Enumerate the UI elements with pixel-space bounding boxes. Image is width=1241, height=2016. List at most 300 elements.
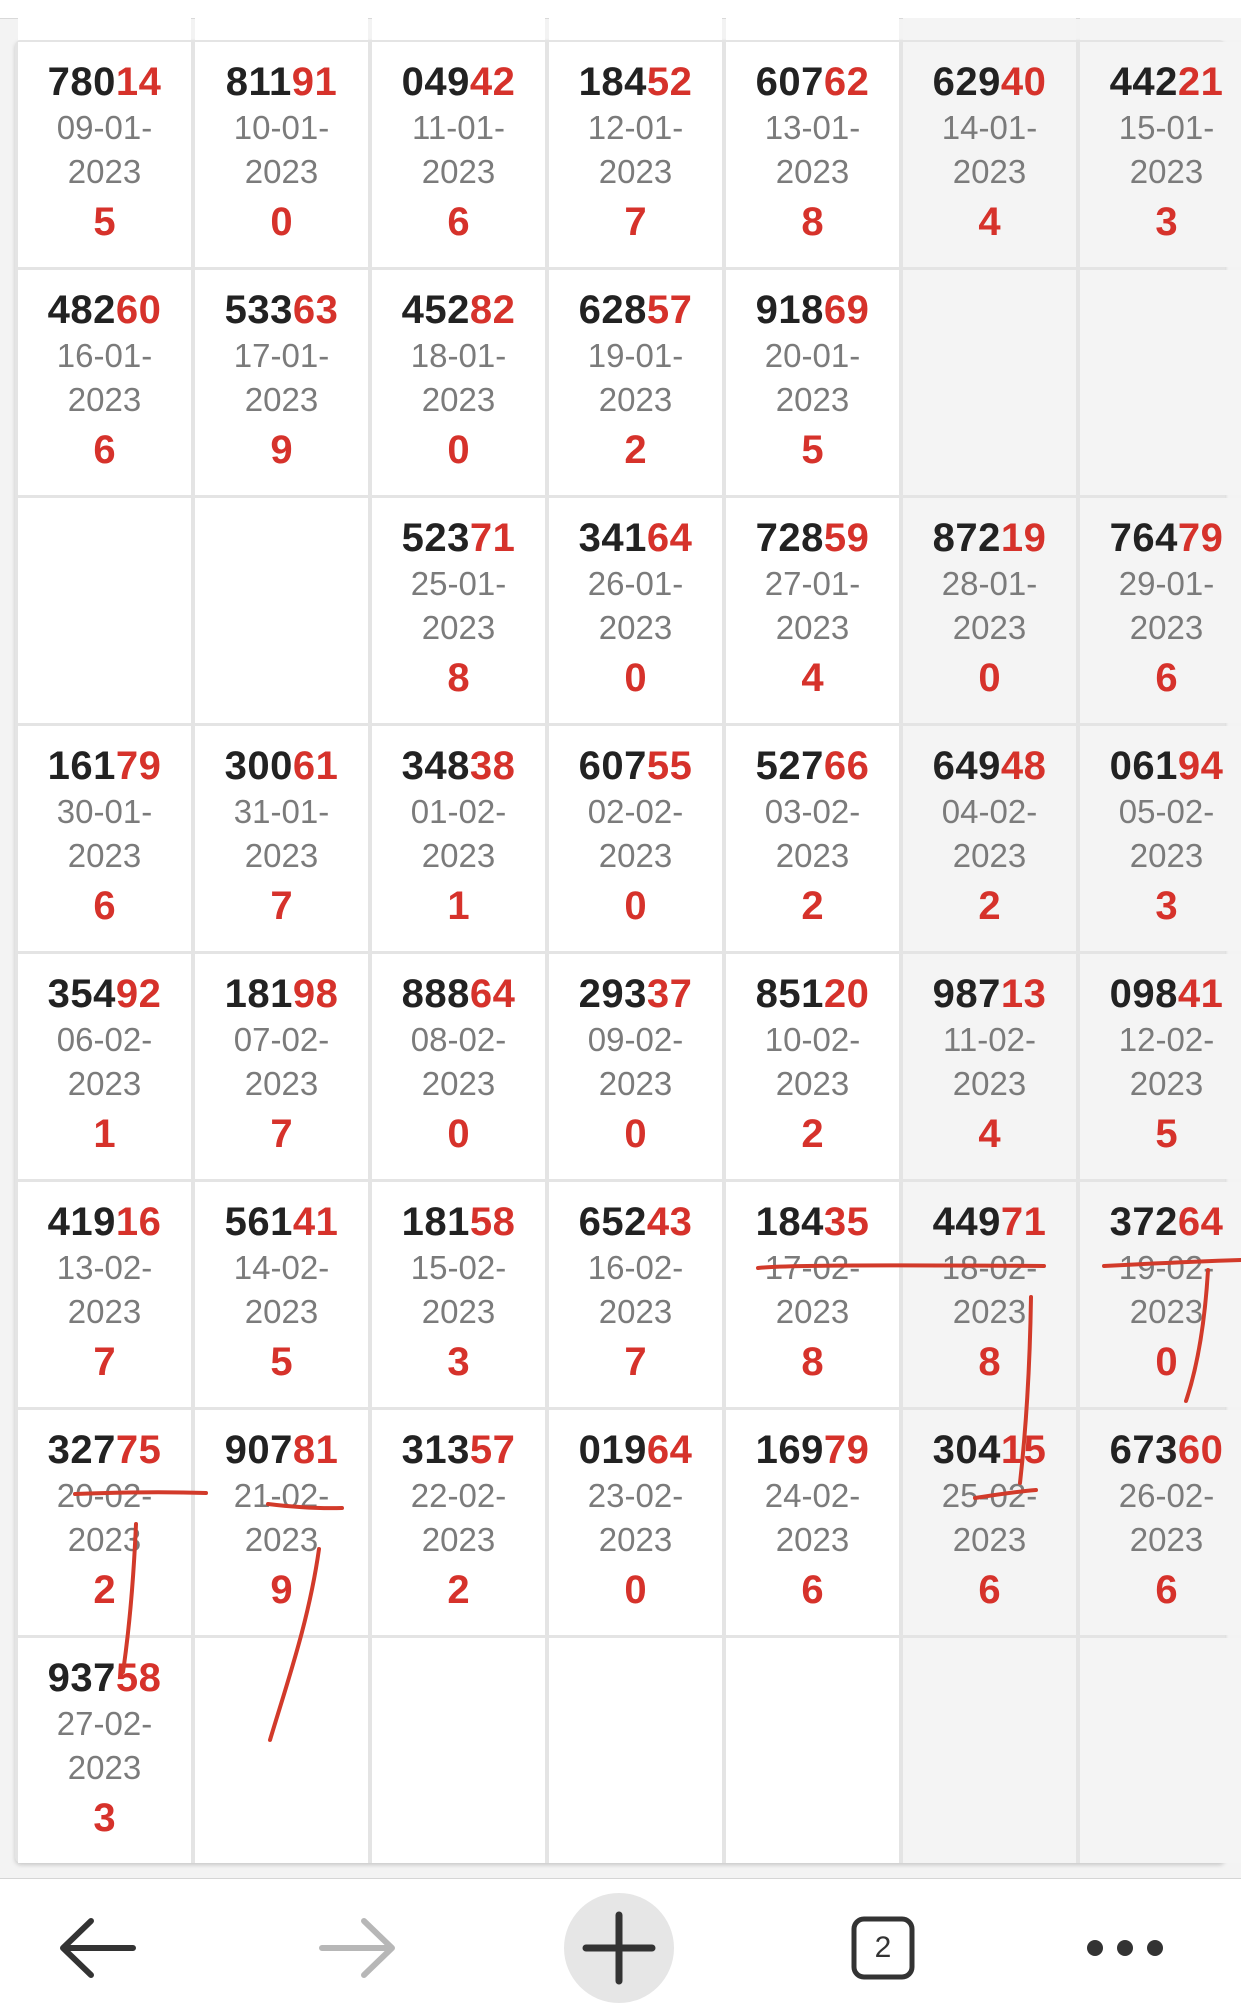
draw-number [402, 1428, 516, 1472]
result-digit: 3 [93, 1796, 116, 1840]
result-digit: 6 [801, 1568, 824, 1612]
number-prefix: 019 [578, 1428, 647, 1472]
number-suffix: 57 [646, 288, 693, 332]
draw-number [402, 516, 516, 560]
result-digit: 7 [624, 1340, 647, 1384]
number-suffix: 79 [115, 744, 162, 788]
number-suffix: 40 [1000, 60, 1047, 104]
stub-cell [903, 18, 1076, 40]
draw-date-daymonth: 04-02- [941, 793, 1038, 830]
plus-icon [562, 1891, 676, 2005]
draw-number [579, 972, 693, 1016]
result-cell [1080, 1182, 1241, 1407]
draw-date-daymonth: 27-02- [56, 1705, 153, 1742]
number-suffix: 15 [1000, 1428, 1047, 1472]
draw-date-year: 2023 [775, 1293, 850, 1330]
draw-date-year: 2023 [1129, 837, 1204, 874]
number-suffix: 64 [469, 972, 516, 1016]
draw-date-year: 2023 [598, 1521, 673, 1558]
result-digit: 4 [801, 656, 824, 700]
draw-date-year: 2023 [598, 1293, 673, 1330]
draw-date-daymonth: 23-02- [587, 1477, 684, 1514]
draw-date-daymonth: 07-02- [233, 1021, 330, 1058]
draw-number [225, 744, 339, 788]
draw-number [579, 1428, 693, 1472]
draw-number [402, 1200, 516, 1244]
draw-number [1110, 972, 1224, 1016]
draw-number [225, 288, 339, 332]
number-prefix: 341 [578, 516, 647, 560]
number-prefix: 184 [755, 1200, 824, 1244]
number-suffix: 62 [823, 60, 870, 104]
draw-number [933, 972, 1047, 1016]
result-cell [1080, 1410, 1241, 1635]
result-digit: 0 [624, 656, 647, 700]
result-digit: 5 [93, 200, 116, 244]
result-calendar-grid [18, 42, 1241, 1863]
result-cell [903, 1410, 1076, 1635]
draw-date-daymonth: 19-01- [587, 337, 684, 374]
result-digit: 0 [447, 428, 470, 472]
result-cell [903, 42, 1076, 267]
draw-date-year: 2023 [421, 609, 496, 646]
tabs-button[interactable] [818, 1879, 948, 2016]
draw-date-year: 2023 [598, 1065, 673, 1102]
draw-number [1110, 60, 1224, 104]
result-cell [195, 1182, 368, 1407]
number-suffix: 69 [823, 288, 870, 332]
number-suffix: 64 [646, 1428, 693, 1472]
number-prefix: 348 [401, 744, 470, 788]
arrow-right-icon [316, 1913, 400, 1983]
number-prefix: 851 [755, 972, 824, 1016]
number-suffix: 43 [646, 1200, 693, 1244]
result-cell [903, 1182, 1076, 1407]
draw-date-daymonth: 03-02- [764, 793, 861, 830]
forward-button[interactable] [293, 1879, 423, 2016]
draw-date-daymonth: 12-02- [1118, 1021, 1215, 1058]
draw-number [1110, 744, 1224, 788]
draw-number [402, 288, 516, 332]
result-digit: 2 [93, 1568, 116, 1612]
number-suffix: 94 [1177, 744, 1224, 788]
number-suffix: 42 [469, 60, 516, 104]
number-prefix: 652 [578, 1200, 647, 1244]
draw-date-year: 2023 [244, 1293, 319, 1330]
draw-date-year: 2023 [1129, 609, 1204, 646]
result-digit: 2 [978, 884, 1001, 928]
draw-number [933, 1428, 1047, 1472]
stub-cell [549, 18, 722, 40]
draw-number [933, 1200, 1047, 1244]
draw-date-daymonth: 21-02- [233, 1477, 330, 1514]
draw-number [48, 1200, 162, 1244]
draw-number [756, 744, 870, 788]
result-cell [1080, 498, 1241, 723]
result-cell [18, 1410, 191, 1635]
stub-cell [726, 18, 899, 40]
draw-date-year: 2023 [67, 1749, 142, 1786]
draw-date-year: 2023 [952, 153, 1027, 190]
number-prefix: 452 [401, 288, 470, 332]
result-cell [18, 954, 191, 1179]
stub-cell [372, 18, 545, 40]
number-suffix: 82 [469, 288, 516, 332]
draw-number [579, 516, 693, 560]
draw-date-daymonth: 08-02- [410, 1021, 507, 1058]
number-prefix: 181 [224, 972, 293, 1016]
number-prefix: 527 [755, 744, 824, 788]
draw-date-daymonth: 18-02- [941, 1249, 1038, 1286]
number-prefix: 061 [1109, 744, 1178, 788]
result-digit: 8 [447, 656, 470, 700]
draw-date-daymonth: 24-02- [764, 1477, 861, 1514]
draw-date-daymonth: 27-01- [764, 565, 861, 602]
result-cell [549, 42, 722, 267]
result-cell [726, 726, 899, 951]
empty-cell [1080, 1638, 1241, 1863]
number-prefix: 327 [47, 1428, 116, 1472]
number-prefix: 161 [47, 744, 116, 788]
draw-number [48, 60, 162, 104]
result-cell [195, 270, 368, 495]
draw-date-year: 2023 [421, 1293, 496, 1330]
result-cell [195, 1410, 368, 1635]
tab-count: 2 [874, 1930, 892, 1964]
result-cell [372, 1410, 545, 1635]
draw-date-daymonth: 25-01- [410, 565, 507, 602]
result-cell [18, 1638, 191, 1863]
number-prefix: 098 [1109, 972, 1178, 1016]
result-cell [372, 726, 545, 951]
draw-date-year: 2023 [775, 153, 850, 190]
draw-date-daymonth: 14-01- [941, 109, 1038, 146]
number-prefix: 728 [755, 516, 824, 560]
tab-count-box [850, 1915, 916, 1981]
number-suffix: 41 [1177, 972, 1224, 1016]
draw-date-daymonth: 16-02- [587, 1249, 684, 1286]
result-digit: 2 [447, 1568, 470, 1612]
draw-date-daymonth: 11-02- [943, 1021, 1036, 1058]
result-digit: 2 [801, 1112, 824, 1156]
draw-date-year: 2023 [67, 1065, 142, 1102]
result-digit: 4 [978, 1112, 1001, 1156]
draw-date-year: 2023 [598, 837, 673, 874]
draw-number [579, 1200, 693, 1244]
result-digit: 4 [978, 200, 1001, 244]
empty-cell [903, 1638, 1076, 1863]
number-prefix: 918 [755, 288, 824, 332]
number-suffix: 64 [1177, 1200, 1224, 1244]
number-suffix: 81 [292, 1428, 339, 1472]
draw-date-daymonth: 17-01- [233, 337, 330, 374]
draw-date-year: 2023 [775, 609, 850, 646]
draw-date-daymonth: 28-01- [941, 565, 1038, 602]
result-cell [18, 270, 191, 495]
draw-number [933, 516, 1047, 560]
result-digit: 0 [447, 1112, 470, 1156]
result-digit: 5 [801, 428, 824, 472]
result-cell [903, 498, 1076, 723]
draw-number [402, 744, 516, 788]
draw-date-year: 2023 [952, 1521, 1027, 1558]
draw-number [226, 60, 338, 104]
result-cell [372, 270, 545, 495]
number-prefix: 649 [932, 744, 1001, 788]
draw-date-daymonth: 15-01- [1118, 109, 1215, 146]
draw-date-daymonth: 17-02- [764, 1249, 861, 1286]
number-prefix: 888 [401, 972, 470, 1016]
draw-date-year: 2023 [244, 837, 319, 874]
draw-number [48, 972, 162, 1016]
number-prefix: 872 [932, 516, 1001, 560]
number-suffix: 48 [1000, 744, 1047, 788]
number-suffix: 55 [646, 744, 693, 788]
result-digit: 0 [1155, 1340, 1178, 1384]
draw-date-daymonth: 09-01- [56, 109, 153, 146]
draw-number [48, 1656, 162, 1700]
number-prefix: 300 [224, 744, 293, 788]
result-cell [195, 726, 368, 951]
result-cell [549, 1410, 722, 1635]
number-suffix: 71 [1000, 1200, 1047, 1244]
result-digit: 0 [624, 1112, 647, 1156]
number-prefix: 049 [401, 60, 470, 104]
result-cell [549, 498, 722, 723]
draw-date-year: 2023 [775, 1065, 850, 1102]
result-digit: 5 [270, 1340, 293, 1384]
number-prefix: 673 [1109, 1428, 1178, 1472]
result-digit: 0 [624, 1568, 647, 1612]
number-suffix: 79 [823, 1428, 870, 1472]
browser-top-edge [0, 0, 1241, 19]
result-digit: 7 [624, 200, 647, 244]
result-digit: 6 [447, 200, 470, 244]
draw-date-year: 2023 [1129, 153, 1204, 190]
draw-date-year: 2023 [421, 1521, 496, 1558]
result-digit: 6 [93, 428, 116, 472]
result-cell [903, 726, 1076, 951]
result-digit: 8 [978, 1340, 1001, 1384]
result-digit: 0 [270, 200, 293, 244]
number-prefix: 764 [1109, 516, 1178, 560]
number-suffix: 16 [115, 1200, 162, 1244]
result-cell [18, 726, 191, 951]
empty-cell [195, 1638, 368, 1863]
number-prefix: 181 [401, 1200, 470, 1244]
arrow-left-icon [55, 1913, 139, 1983]
draw-date-year: 2023 [598, 609, 673, 646]
result-digit: 6 [978, 1568, 1001, 1612]
draw-date-daymonth: 06-02- [56, 1021, 153, 1058]
number-prefix: 523 [401, 516, 470, 560]
draw-date-daymonth: 16-01- [56, 337, 153, 374]
number-prefix: 184 [578, 60, 647, 104]
number-suffix: 91 [291, 60, 338, 104]
draw-date-year: 2023 [244, 1065, 319, 1102]
draw-date-year: 2023 [421, 1065, 496, 1102]
draw-date-daymonth: 20-02- [56, 1477, 153, 1514]
draw-date-year: 2023 [421, 153, 496, 190]
number-suffix: 71 [469, 516, 516, 560]
draw-date-daymonth: 18-01- [410, 337, 507, 374]
result-digit: 7 [270, 1112, 293, 1156]
draw-date-year: 2023 [952, 837, 1027, 874]
number-suffix: 64 [646, 516, 693, 560]
number-prefix: 482 [47, 288, 116, 332]
empty-cell [903, 270, 1076, 495]
new-tab-button[interactable] [554, 1879, 684, 2016]
result-cell [372, 1182, 545, 1407]
result-digit: 8 [801, 200, 824, 244]
number-suffix: 61 [292, 744, 339, 788]
draw-date-year: 2023 [952, 609, 1027, 646]
number-suffix: 98 [292, 972, 339, 1016]
previous-row-stub [18, 18, 1241, 40]
result-digit: 7 [93, 1340, 116, 1384]
draw-date-year: 2023 [244, 1521, 319, 1558]
draw-date-daymonth: 19-02- [1118, 1249, 1215, 1286]
number-suffix: 75 [115, 1428, 162, 1472]
result-digit: 9 [270, 1568, 293, 1612]
draw-date-year: 2023 [244, 381, 319, 418]
empty-cell [1080, 270, 1241, 495]
number-suffix: 20 [823, 972, 870, 1016]
stub-cell [18, 18, 191, 40]
result-digit: 2 [624, 428, 647, 472]
number-suffix: 60 [115, 288, 162, 332]
empty-cell [726, 1638, 899, 1863]
number-suffix: 52 [646, 60, 693, 104]
number-suffix: 57 [469, 1428, 516, 1472]
result-digit: 3 [447, 1340, 470, 1384]
draw-date-daymonth: 13-02- [56, 1249, 153, 1286]
result-digit: 3 [1155, 884, 1178, 928]
draw-date-year: 2023 [67, 381, 142, 418]
draw-date-daymonth: 02-02- [587, 793, 684, 830]
draw-number [48, 1428, 162, 1472]
draw-date-daymonth: 12-01- [587, 109, 684, 146]
result-cell [195, 954, 368, 1179]
result-cell [903, 954, 1076, 1179]
number-suffix: 38 [469, 744, 516, 788]
number-suffix: 41 [292, 1200, 339, 1244]
result-digit: 2 [801, 884, 824, 928]
draw-date-daymonth: 14-02- [233, 1249, 330, 1286]
result-cell [549, 954, 722, 1179]
draw-date-year: 2023 [952, 1293, 1027, 1330]
back-button[interactable] [32, 1879, 162, 2016]
draw-date-daymonth: 26-01- [587, 565, 684, 602]
draw-date-year: 2023 [67, 837, 142, 874]
draw-number [933, 744, 1047, 788]
result-cell [1080, 954, 1241, 1179]
number-prefix: 372 [1109, 1200, 1178, 1244]
result-digit: 5 [1155, 1112, 1178, 1156]
number-suffix: 19 [1000, 516, 1047, 560]
result-cell [549, 1182, 722, 1407]
result-cell [726, 498, 899, 723]
draw-number [1110, 1428, 1224, 1472]
result-digit: 1 [93, 1112, 116, 1156]
draw-date-year: 2023 [1129, 1521, 1204, 1558]
result-cell [1080, 42, 1241, 267]
result-digit: 9 [270, 428, 293, 472]
result-cell [18, 1182, 191, 1407]
number-prefix: 561 [224, 1200, 293, 1244]
draw-date-daymonth: 09-02- [587, 1021, 684, 1058]
draw-date-daymonth: 31-01- [233, 793, 330, 830]
result-cell [726, 1182, 899, 1407]
draw-date-year: 2023 [1129, 1065, 1204, 1102]
draw-date-daymonth: 20-01- [764, 337, 861, 374]
draw-date-daymonth: 25-02- [941, 1477, 1038, 1514]
draw-number [579, 744, 693, 788]
draw-number [225, 1428, 339, 1472]
draw-number [756, 972, 870, 1016]
draw-number [1110, 1200, 1224, 1244]
browser-bottom-toolbar [0, 1878, 1241, 2016]
result-cell [549, 270, 722, 495]
draw-date-year: 2023 [775, 1521, 850, 1558]
number-prefix: 354 [47, 972, 116, 1016]
result-digit: 8 [801, 1340, 824, 1384]
draw-number [756, 1428, 870, 1472]
draw-date-year: 2023 [421, 381, 496, 418]
result-cell [726, 954, 899, 1179]
draw-number [402, 60, 516, 104]
draw-date-daymonth: 10-01- [233, 109, 330, 146]
number-prefix: 419 [47, 1200, 116, 1244]
number-suffix: 35 [823, 1200, 870, 1244]
empty-cell [18, 498, 191, 723]
draw-date-year: 2023 [952, 1065, 1027, 1102]
number-prefix: 607 [578, 744, 647, 788]
number-prefix: 937 [47, 1656, 116, 1700]
number-prefix: 533 [224, 288, 293, 332]
draw-number [933, 60, 1047, 104]
number-suffix: 66 [823, 744, 870, 788]
result-cell [372, 954, 545, 1179]
draw-date-year: 2023 [775, 837, 850, 874]
draw-number [225, 972, 339, 1016]
result-cell [372, 42, 545, 267]
number-suffix: 37 [646, 972, 693, 1016]
result-digit: 7 [270, 884, 293, 928]
draw-date-daymonth: 30-01- [56, 793, 153, 830]
menu-button[interactable] [1060, 1879, 1190, 2016]
result-digit: 1 [447, 884, 470, 928]
draw-date-year: 2023 [67, 153, 142, 190]
result-digit: 6 [1155, 1568, 1178, 1612]
draw-number [756, 1200, 870, 1244]
number-suffix: 21 [1177, 60, 1224, 104]
number-prefix: 293 [578, 972, 647, 1016]
draw-date-daymonth: 29-01- [1118, 565, 1215, 602]
number-prefix: 442 [1109, 60, 1178, 104]
result-digit: 6 [1155, 656, 1178, 700]
draw-number [225, 1200, 339, 1244]
result-cell [726, 42, 899, 267]
draw-date-year: 2023 [775, 381, 850, 418]
result-cell [195, 42, 368, 267]
draw-date-daymonth: 05-02- [1118, 793, 1215, 830]
draw-date-daymonth: 15-02- [410, 1249, 507, 1286]
number-prefix: 629 [932, 60, 1001, 104]
draw-date-year: 2023 [67, 1521, 142, 1558]
number-suffix: 63 [292, 288, 339, 332]
empty-cell [549, 1638, 722, 1863]
